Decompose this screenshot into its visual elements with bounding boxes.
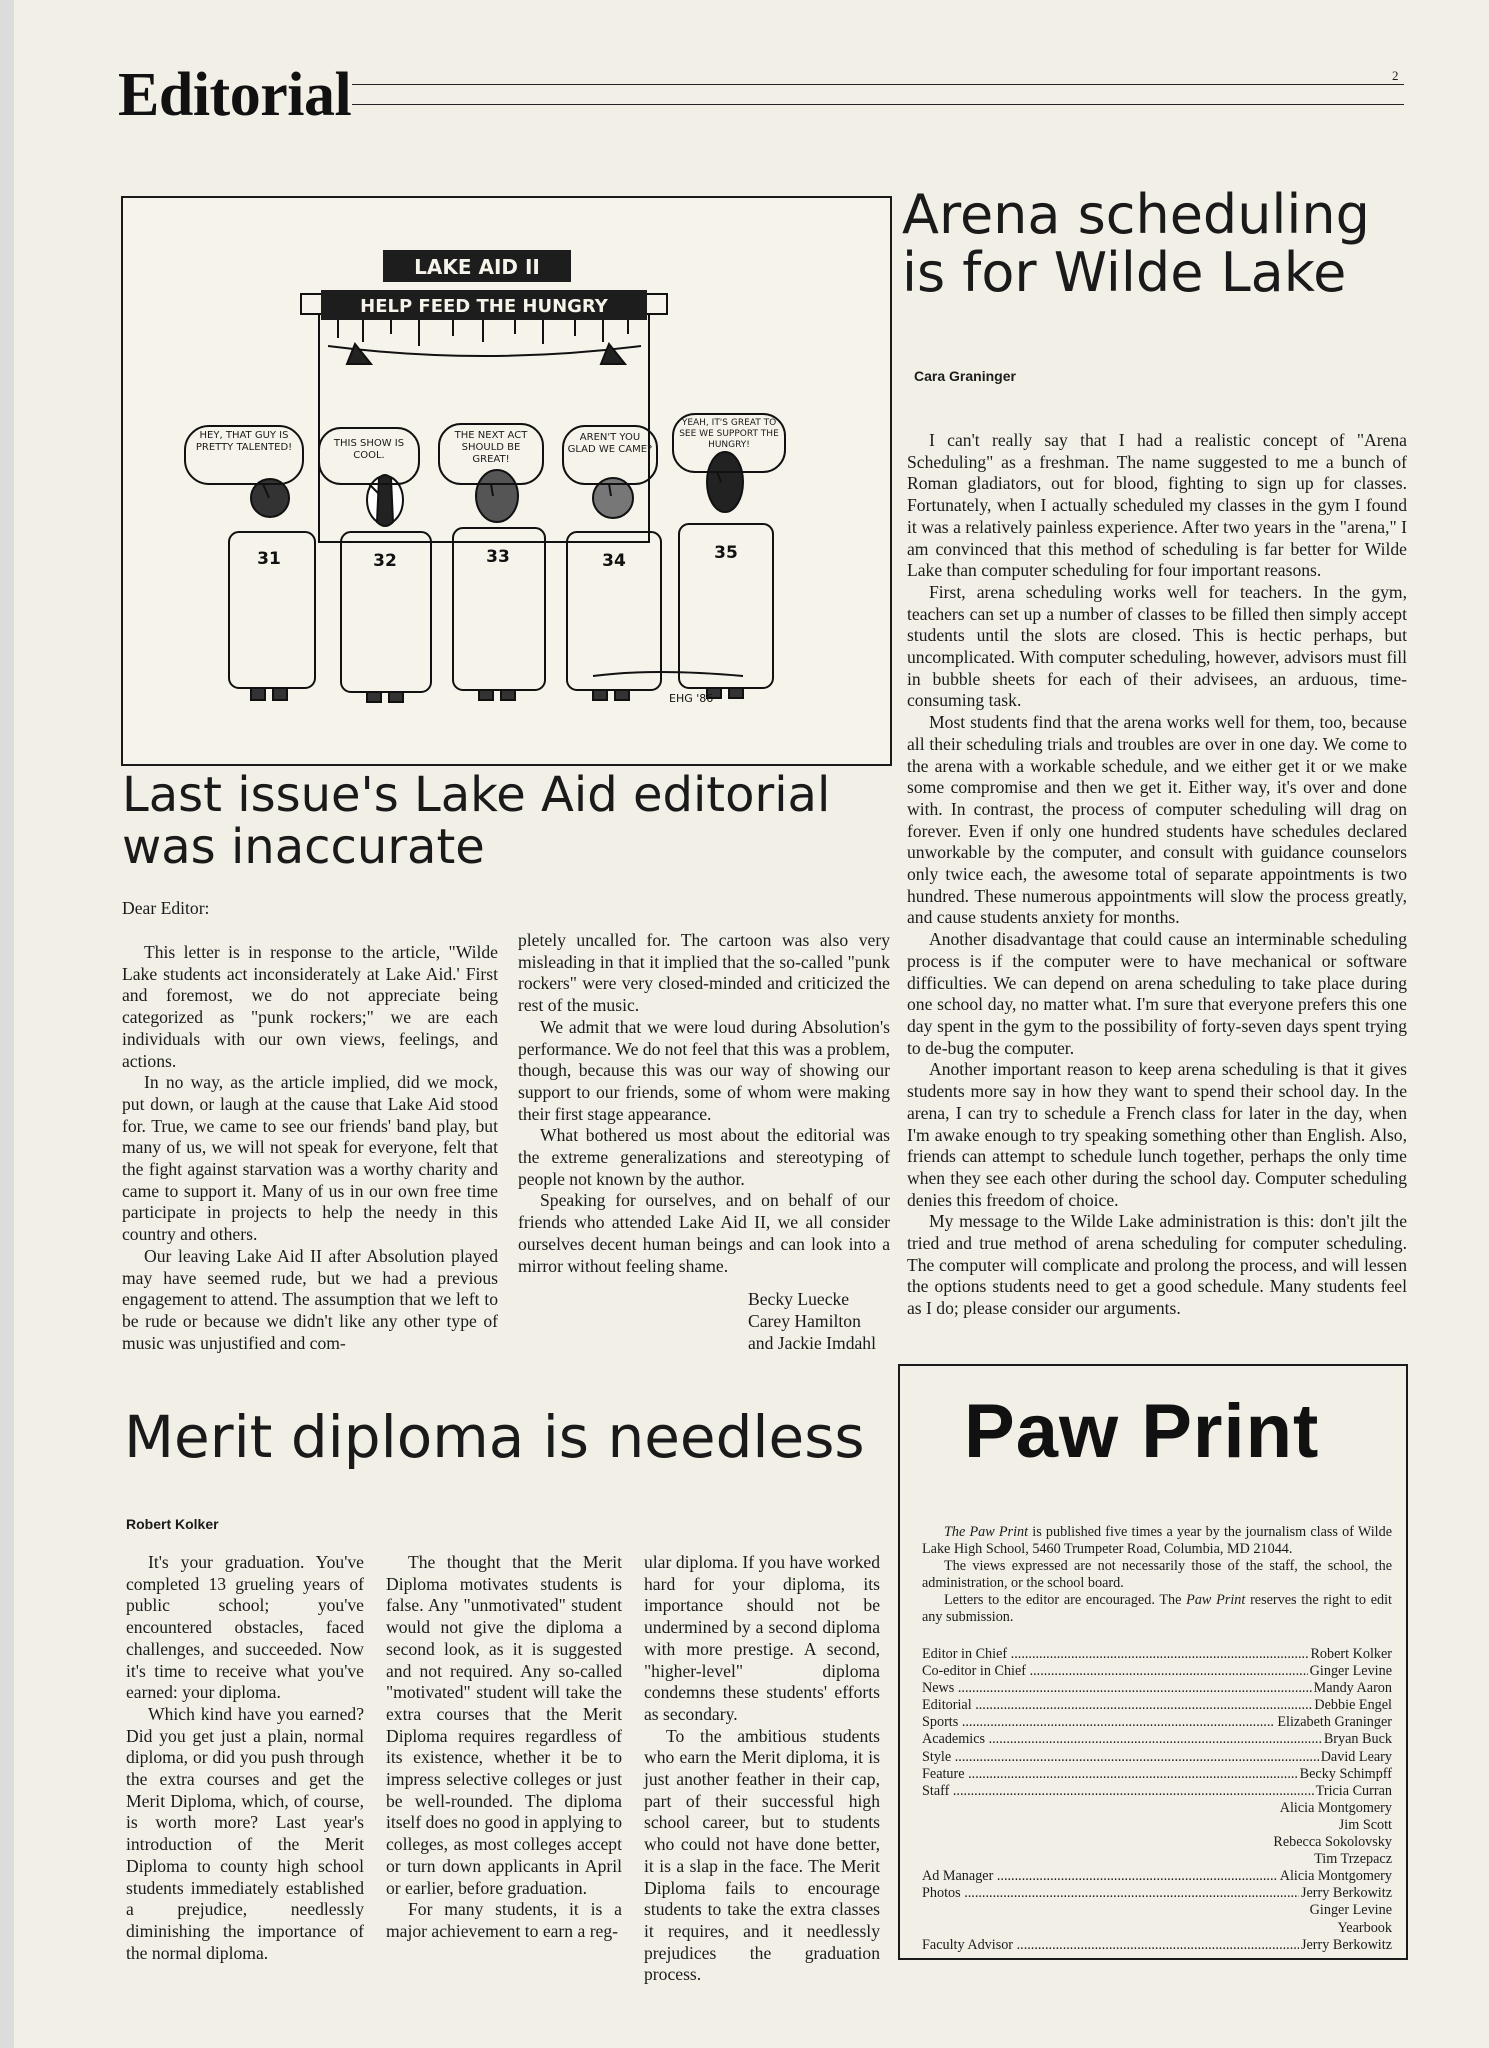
merit-paragraph: The thought that the Merit Diploma motivates students is false. Any "unmotivated" student would not give the diploma a second look, as it is suggested and not required. Any so-called "motivated" student will take the extra courses that the Merit Diploma requires regardless of its existence, whether it be to impress selective colleges or just be well-rounded. The diploma itself does no good in applying to colleges, as most colleges accept or turn down applicants in April or earlier, before graduation. [386,1552,622,1898]
staff-name: David Leary [1320,1748,1392,1765]
faculty-row [922,1937,1392,1954]
header-rule-top [352,84,1404,85]
letter-paragraph: What bothered us most about the editorial was the extreme generalizations and stereotyping of people not known by the author. [518,1125,890,1189]
staff-row [922,1749,1392,1766]
seat-number-34: 34 [602,551,626,571]
banner-line-2: HELP FEED THE HUNGRY [360,296,608,317]
letter-column-1 [122,942,498,1354]
masthead-info [922,1524,1392,1627]
cartoon-signature: EHG '86 [669,692,714,705]
staff-role: Feature ..... [922,1766,1298,1783]
banner-line-1: LAKE AID II [414,255,540,279]
letter-paragraph: pletely uncalled for. The cartoon was also very misleading in that it implied that the so-called "punk rockers" were very closed-minded and criticized the rest of the music. [518,930,890,1016]
staff-row [922,1783,1392,1800]
photos-extra-name: Ginger Levine [1309,1902,1392,1919]
staff-extra-name: Jim Scott [1338,1816,1392,1833]
staff-name: Bryan Buck [1323,1731,1392,1748]
arena-paragraph: Another disadvantage that could cause an interminable scheduling process is if the computer were to have mechanical or software difficulties. We can depend on arena scheduling to take place during one school day, no matter what. I'm sure that everyone prefers this one day spent in the gym to the possibility of forty-seven days spent trying to de-bug the computer. [907,929,1407,1058]
cartoon-drawing [123,198,890,764]
signer: Carey Hamilton [748,1311,861,1331]
staff-role: Editorial ..... [922,1697,1312,1714]
staff-list [922,1646,1392,1954]
arena-paragraph: I can't really say that I had a realistic concept of "Arena Scheduling" as a freshman. The name suggested to me a bunch of Roman gladiators, out for blood, fighting to sign up for classes. Fortunately, when I actually scheduled my classes in the gym I found it was a relatively painless experience. After two years in the "arena," I am convinced that this method of scheduling is far better for Wilde Lake than computer scheduling for four important reasons. [907,430,1407,581]
merit-column-3 [644,1552,880,1986]
letter-paragraph: We admit that we were loud during Absolution's performance. We do not feel that this was a problem, though, because this was our way of showing our support to our friends, some of whom were making their first stage appearance. [518,1016,891,1124]
staff-row [922,1868,1392,1885]
arena-paragraph: Most students find that the arena works well for them, too, because all their scheduling trials and troubles are over in one day. We come to the arena with a workable schedule, and we either get it or we make some compromise and then we get it. Either way, it's over and done with. In contrast, the process of computer scheduling will drag on forever. Even if only one hundred students have schedules declared unworkable by the computer, and consult with guidance counselors only twice each, the awesome total of separate appointments is two hundred. These numerous appointments will slow the process greatly, and cause students anxiety for months. [907,712,1407,928]
staff-name: Alicia Montgomery [1279,1868,1392,1885]
faculty-role: Faculty Advisor ..... [922,1937,1299,1954]
photos-extra-name: Yearbook [1337,1919,1392,1936]
speech-bubble-5: YEAH, IT'S GREAT TO SEE WE SUPPORT THE HUNGRY! [679,418,779,450]
merit-paragraph: Which kind have you earned? Did you get just a plain, normal diploma, or did you push through the extra courses and get the Merit Diploma, which, of course, is worth more? Last year's introduction of the Merit Diploma to county high school students immediately established a prejudice, needlessly diminishing the importance of the normal diploma. [126,1703,364,1963]
newspaper-page [14,0,1489,2048]
staff-role: Academics ..... [922,1731,1322,1748]
seat-number-31: 31 [257,549,281,569]
letter-salutation: Dear Editor: [122,898,210,918]
letter-paragraph: In no way, as the article implied, did we mock, put down, or laugh at the cause that Lake Aid stood for. True, we came to see our friends' band play, but many of us, we will not speak for everyone, felt that the fight against starvation was a worthy charity and came to support it. Many of us in our own free time participate in projects to help the needy in this country and others. [122,1072,498,1245]
letters-name: Paw Print [1186,1592,1246,1609]
letters-post: reserves the right to edit any submission. [922,1592,1392,1626]
letter-signers [748,1288,898,1354]
arena-paragraph: First, arena scheduling works well for teachers. In the gym, teachers can set up a number of classes to be filled then simply accept students until the slots are closed. This is hectic perhaps, but uncomplicated. With computer scheduling, however, advisors must fill in bubble sheets for each of their advisees, an arduous, time-consuming task. [907,581,1407,711]
faculty-name: Jerry Berkowitz [1300,1936,1392,1953]
publication-name: The Paw Print [944,1524,1029,1540]
arena-headline: Arena scheduling is for Wilde Lake [902,183,1370,305]
staff-extra-name: Alicia Montgomery [1279,1799,1392,1816]
staff-name: Mandy Aaron [1313,1680,1392,1697]
staff-row [922,1646,1392,1663]
letter-column-2 [518,930,890,1277]
staff-row [922,1714,1392,1731]
masthead-views: The views expressed are not necessarily those of the staff, the school, the administration, or the school board. [922,1558,1392,1592]
staff-role: News ..... [922,1680,1312,1697]
speech-bubble-2: THIS SHOW IS COOL. [333,438,405,461]
staff-name: Tricia Curran [1315,1782,1392,1799]
merit-byline: Robert Kolker [126,1516,219,1532]
arena-paragraph: Another important reason to keep arena scheduling is that it gives students more say in how they want to spend their school day. In the arena, I can try to schedule a French class for later in the day, when I'm awake enough to try speaking something other than English. Also, friends can attempt to schedule lunch together, perhaps the only time when they see each other during the school day. Computer scheduling denies this freedom of choice. [907,1059,1407,1210]
staff-extra-name: Tim Trzepacz [1314,1851,1392,1868]
letter-paragraph: Speaking for ourselves, and on behalf of our friends who attended Lake Aid II, we all consider ourselves decent human beings and can look into a mirror without feeling shame. [518,1190,890,1276]
seat-number-32: 32 [373,551,397,571]
staff-role: Co-editor in Chief ..... [922,1663,1308,1680]
merit-paragraph: To the ambitious students who earn the Merit diploma, it is just another feather in their cap, part of their successful high school career, but to students who could not have done better, it is a slap in the face. The Merit Diploma fails to encourage students to take the extra classes it requires, and it needlessly prejudices the graduation process. [644,1725,880,1985]
staff-extra-name: Rebecca Sokolovsky [1273,1834,1392,1851]
masthead-publication [922,1524,1392,1558]
masthead-letters [922,1592,1392,1626]
arena-body [907,430,1407,1320]
staff-row [922,1697,1392,1714]
speech-bubble-3: THE NEXT ACT SHOULD BE GREAT! [454,430,528,465]
staff-name: Ginger Levine [1309,1663,1392,1680]
letter-paragraph: This letter is in response to the article, "Wilde Lake students act inconsiderately at Lake Aid.' First and foremost, we do not appreciate being categorized as "punk rockers;" we are each individuals with our own views, feelings, and actions. [122,942,498,1071]
staff-row [922,1663,1392,1680]
staff-role: Staff ..... [922,1783,1314,1800]
page-number: 2 [1392,68,1399,83]
seat-number-35: 35 [714,543,738,563]
staff-row [922,1885,1392,1902]
staff-name: Debbie Engel [1314,1697,1392,1714]
publication-text: is published five times a year by the journalism class of Wilde Lake High School, 5460 Trumpeter Road, Columbia, MD 21044. [922,1524,1392,1558]
masthead-title: Paw Print [964,1389,1320,1474]
staff-role: Style ..... [922,1749,1319,1766]
staff-name: Jerry Berkowitz [1300,1885,1392,1902]
staff-role: Photos ..... [922,1885,1299,1902]
merit-paragraph: For many students, it is a major achievement to earn a reg- [386,1899,622,1941]
letter-headline: Last issue's Lake Aid editorial was inaccurate [122,767,831,875]
speech-bubble-4: AREN'T YOU GLAD WE CAME? [567,432,653,455]
merit-column-1 [126,1552,364,1964]
merit-headline: Merit diploma is needless [124,1403,865,1471]
letters-pre: Letters to the editor are encouraged. The [944,1592,1187,1609]
staff-name: Becky Schimpff [1299,1765,1392,1782]
merit-paragraph: ular diploma. If you have worked hard for your diploma, its importance should not be undermined by a second diploma with more prestige. A second, "higher-level" diploma condemns these students' efforts as secondary. [644,1552,880,1724]
speech-bubble-1: HEY, THAT GUY IS PRETTY TALENTED! [195,430,293,453]
staff-role: Ad Manager ..... [922,1868,1278,1885]
arena-paragraph: My message to the Wilde Lake administration is this: don't jilt the tried and true method of arena scheduling for computer scheduling. The computer will complicate and prolong the process, and will lessen the options students need to get a good schedule. Many students feel as I do; please consider our arguments. [907,1211,1407,1319]
merit-column-2 [386,1552,622,1943]
staff-role: Editor in Chief ..... [922,1646,1308,1663]
arena-byline: Cara Graninger [914,368,1016,384]
staff-row [922,1731,1392,1748]
letter-paragraph: Our leaving Lake Aid II after Absolution played may have seemed rude, but we had a previous engagement to attend. The assumption that we left to be rude or because we didn't like any other type of music was unjustified and com- [122,1245,498,1353]
seat-number-33: 33 [486,547,510,567]
masthead-box [898,1364,1408,1960]
staff-row [922,1680,1392,1697]
merit-paragraph: It's your graduation. You've completed 13 grueling years of public school; you've encountered obstacles, faced challenges, and succeeded. Now it's time to receive what you've earned: your diploma. [126,1552,364,1703]
signer: and Jackie Imdahl [748,1333,876,1353]
staff-name: Robert Kolker [1310,1646,1392,1662]
staff-role: Sports ..... [922,1714,1275,1731]
staff-row [922,1766,1392,1783]
section-title: Editorial [118,61,352,129]
header-rule-bottom [352,104,1404,105]
editorial-cartoon [121,196,892,766]
signer: Becky Luecke [748,1289,850,1309]
staff-name: Elizabeth Graninger [1277,1714,1392,1731]
section-header [14,0,1489,140]
